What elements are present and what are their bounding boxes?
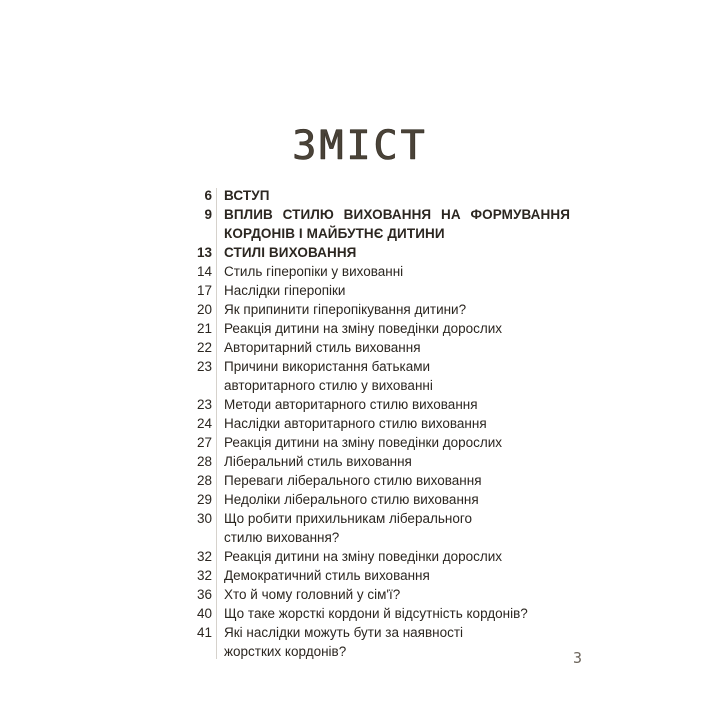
toc-entry-title: Реакція дитини на зміну поведінки дорослих bbox=[224, 549, 503, 564]
toc-entry-page-number: 27 bbox=[196, 435, 212, 450]
toc-entry[interactable] bbox=[170, 566, 570, 585]
toc-entry[interactable] bbox=[170, 471, 570, 490]
toc-entry-title-line: ВПЛИВ СТИЛЮ ВИХОВАННЯ НА ФОРМУВАННЯ bbox=[224, 207, 570, 222]
toc-entry-page-number: 23 bbox=[196, 359, 212, 374]
toc-entry[interactable] bbox=[170, 642, 570, 661]
toc-entry-page-number: 40 bbox=[196, 606, 212, 621]
toc-entry-page-number: 22 bbox=[196, 340, 212, 355]
toc-entry-title: Ліберальний стиль виховання bbox=[224, 454, 412, 469]
toc-entry[interactable] bbox=[170, 205, 570, 243]
toc-entry[interactable] bbox=[170, 357, 570, 376]
toc-entry-title: ВСТУП bbox=[224, 188, 270, 203]
toc-vertical-divider bbox=[216, 188, 217, 659]
toc-list bbox=[170, 186, 570, 661]
toc-entry-title: авторитарного стилю у вихованні bbox=[224, 378, 433, 393]
toc-entry[interactable] bbox=[170, 414, 570, 433]
toc-entry-title: Недоліки ліберального стилю виховання bbox=[224, 492, 479, 507]
toc-entry[interactable] bbox=[170, 243, 570, 262]
toc-entry-title: Переваги ліберального стилю виховання bbox=[224, 473, 482, 488]
toc-entry-title: Стиль гіперопіки у вихованні bbox=[224, 264, 404, 279]
toc-entry[interactable] bbox=[170, 300, 570, 319]
toc-entry-title-line: КОРДОНІВ І МАЙБУТНЄ ДИТИНИ bbox=[224, 226, 445, 241]
toc-entry[interactable] bbox=[170, 509, 570, 528]
toc-entry[interactable] bbox=[170, 186, 570, 205]
toc-entry[interactable] bbox=[170, 528, 570, 547]
toc-entry-title: Авторитарний стиль виховання bbox=[224, 340, 421, 355]
toc-entry-title: Що таке жорсткі кордони й відсутність кордонів? bbox=[224, 606, 528, 621]
toc-entry-page-number: 24 bbox=[196, 416, 212, 431]
toc-entry-page-number: 14 bbox=[196, 264, 212, 279]
toc-entry-page-number: 20 bbox=[196, 302, 212, 317]
folio-page-number: 3 bbox=[572, 649, 582, 667]
table-of-contents bbox=[170, 186, 570, 661]
toc-entry-title: Реакція дитини на зміну поведінки дорослих bbox=[224, 435, 503, 450]
toc-entry-page-number: 41 bbox=[196, 625, 212, 640]
toc-entry-page-number: 9 bbox=[204, 207, 212, 222]
toc-entry-title: Демократичний стиль виховання bbox=[224, 568, 430, 583]
page-title: ЗМІСТ bbox=[292, 122, 428, 169]
toc-entry-title: Наслідки авторитарного стилю виховання bbox=[224, 416, 487, 431]
toc-entry[interactable] bbox=[170, 547, 570, 566]
toc-entry-title: Причини використання батьками bbox=[224, 359, 431, 374]
toc-entry-title: СТИЛІ ВИХОВАННЯ bbox=[224, 245, 357, 260]
toc-entry-title: жорстких кордонів? bbox=[224, 644, 347, 659]
toc-entry-title: Наслідки гіперопіки bbox=[224, 283, 346, 298]
toc-entry[interactable] bbox=[170, 395, 570, 414]
toc-entry-title: Які наслідки можуть бути за наявності bbox=[224, 625, 464, 640]
toc-entry-title: стилю виховання? bbox=[224, 530, 340, 545]
toc-entry-title bbox=[216, 205, 570, 243]
toc-entry-page-number: 28 bbox=[196, 454, 212, 469]
toc-entry-title: Хто й чому головний у сім'ї? bbox=[224, 587, 401, 602]
toc-entry-page-number: 6 bbox=[204, 188, 212, 203]
toc-entry-title: Що робити прихильникам ліберального bbox=[224, 511, 472, 526]
toc-entry-page-number: 23 bbox=[196, 397, 212, 412]
toc-entry-title: Методи авторитарного стилю виховання bbox=[224, 397, 478, 412]
toc-entry-title: Реакція дитини на зміну поведінки дорослих bbox=[224, 321, 503, 336]
toc-entry[interactable] bbox=[170, 376, 570, 395]
toc-entry[interactable] bbox=[170, 262, 570, 281]
toc-entry[interactable] bbox=[170, 604, 570, 623]
toc-entry[interactable] bbox=[170, 490, 570, 509]
toc-entry-page-number: 29 bbox=[196, 492, 212, 507]
toc-entry-page-number: 28 bbox=[196, 473, 212, 488]
toc-entry-page-number: 32 bbox=[196, 549, 212, 564]
toc-entry-title: Як припинити гіперопікування дитини? bbox=[224, 302, 467, 317]
toc-entry[interactable] bbox=[170, 281, 570, 300]
toc-entry[interactable] bbox=[170, 338, 570, 357]
toc-entry[interactable] bbox=[170, 623, 570, 642]
toc-entry-page-number: 17 bbox=[196, 283, 212, 298]
toc-entry-page-number: 32 bbox=[196, 568, 212, 583]
toc-entry-page-number: 21 bbox=[196, 321, 212, 336]
toc-entry-page-number: 13 bbox=[196, 245, 212, 260]
toc-entry-page-number: 36 bbox=[196, 587, 212, 602]
toc-entry[interactable] bbox=[170, 319, 570, 338]
toc-entry-page-number: 30 bbox=[196, 511, 212, 526]
toc-entry[interactable] bbox=[170, 585, 570, 604]
toc-entry[interactable] bbox=[170, 452, 570, 471]
toc-entry[interactable] bbox=[170, 433, 570, 452]
